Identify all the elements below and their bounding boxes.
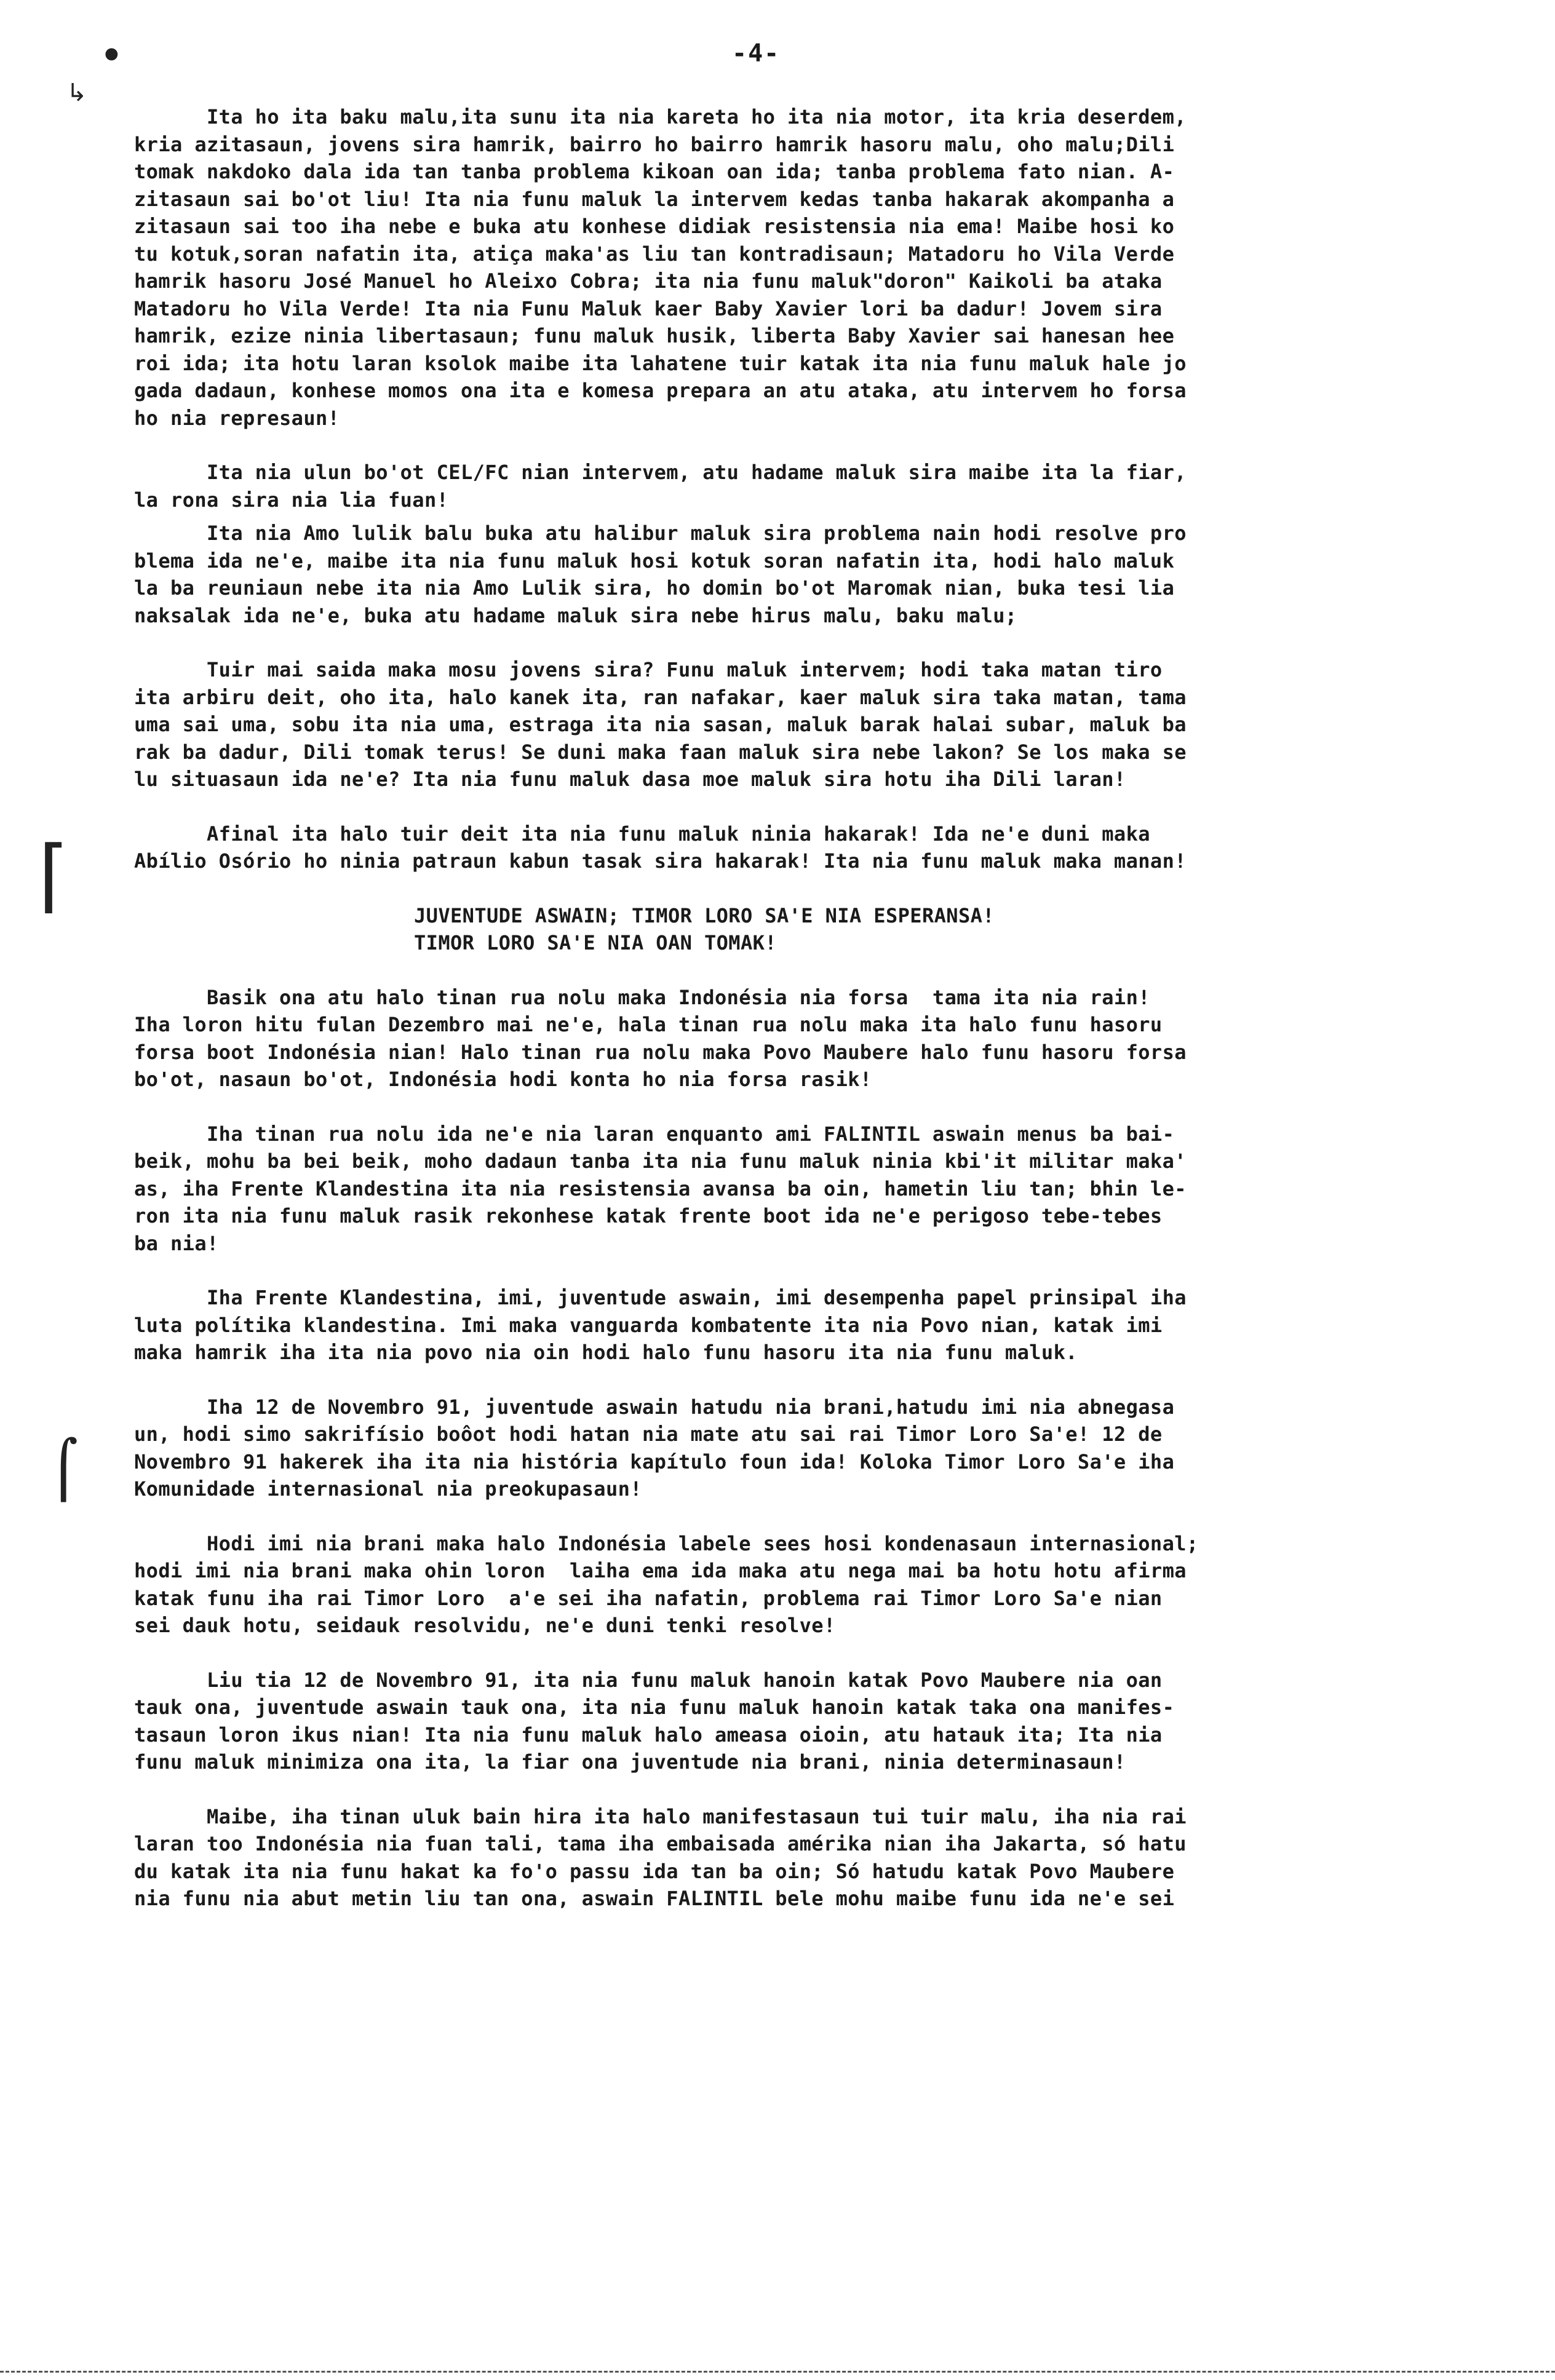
document-body: [134, 103, 1457, 1940]
paragraph: Afinal ita halo tuir deit ita nia funu maluk ninia hakarak! Ida ne'e duni maka Abílio Osório ho ninia patraun kabun tasak sira hakarak! Ita nia funu maluk maka manan!: [134, 822, 1187, 873]
heading-line: JUVENTUDE ASWAIN; TIMOR LORO SA'E NIA ESPERANSA!: [414, 903, 995, 927]
paragraph: Liu tia 12 de Novembro 91, ita nia funu maluk hanoin katak Povo Maubere nia oan tauk ona, juventude aswain tauk ona, ita nia funu maluk hanoin katak taka ona manifes- tasaun loron ikus nian! Ita nia funu maluk halo ameasa oioin, atu hatauk ita; Ita nia funu maluk minimiza ona ita, la fiar ona juventude nia brani, ninia determinasaun!: [134, 1668, 1175, 1774]
binding-hole-mark: ⌠: [49, 1437, 78, 1502]
binding-hole-mark: ⌈: [38, 828, 70, 922]
page-bottom-edge: [0, 2371, 1555, 2373]
paragraph: Basik ona atu halo tinan rua nolu maka Indonésia nia forsa tama ita nia rain! Iha loron hitu fulan Dezembro mai ne'e, hala tinan rua nolu maka ita halo funu hasoru forsa boot Indonésia nian! Halo tinan rua nolu maka Povo Maubere halo funu hasoru forsa bo'ot, nasaun bo'ot, Indonésia hodi konta ho nia forsa rasik!: [134, 985, 1187, 1091]
paragraph: Ita nia Amo lulik balu buka atu halibur maluk sira problema nain hodi resolve pro blema ida ne'e, maibe ita nia funu maluk hosi kotuk soran nafatin ita, hodi halo maluk la ba reuniaun nebe ita nia Amo Lulik sira, ho domin bo'ot Maromak nian, buka tesi lia naksalak ida ne'e, buka atu hadame maluk sira nebe hirus malu, baku malu;: [134, 522, 1187, 627]
paragraph: Maibe, iha tinan uluk bain hira ita halo manifestasaun tui tuir malu, iha nia rai laran too Indonésia nia fuan tali, tama iha embaisada amérika nian iha Jakarta, só hatu du katak ita nia funu hakat ka fo'o passu ida tan ba oin; Só hatudu katak Povo Maubere nia funu nia abut metin liu tan ona, aswain FALINTIL bele mohu maibe funu ida ne'e sei: [134, 1804, 1187, 1910]
heading-line: TIMOR LORO SA'E NIA OAN TOMAK!: [414, 931, 777, 954]
paragraph: Ita nia ulun bo'ot CEL/FC nian intervem, atu hadame maluk sira maibe ita la fiar, la rona sira nia lia fuan!: [134, 461, 1187, 512]
section-heading: [134, 902, 1457, 957]
paragraph: Iha tinan rua nolu ida ne'e nia laran enquanto ami FALINTIL aswain menus ba bai- beik, mohu ba bei beik, moho dadaun tanba ita nia funu maluk ninia kbi'it militar maka' as, iha Frente Klandestina ita nia resistensia avansa ba oin, hametin liu tan; bhin le- ron ita nia funu maluk rasik rekonhese katak frente boot ida ne'e perigoso tebe-tebes ba nia!: [134, 1122, 1187, 1255]
page-number: -4-: [732, 39, 781, 68]
paragraph: Ita ho ita baku malu,ita sunu ita nia kareta ho ita nia motor, ita kria deserdem, kria azitasaun, jovens sira hamrik, bairro ho bairro hamrik hasoru malu, oho malu;Dili tomak nakdoko dala ida tan tanba problema kikoan oan ida; tanba problema fato nian. A- zitasaun sai bo'ot liu! Ita nia funu maluk la intervem kedas tanba hakarak akompanha a zitasaun sai too iha nebe e buka atu konhese didiak resistensia nia ema! Maibe hosi ko tu kotuk,soran nafatin ita, atiça maka'as liu tan kontradisaun; Matadoru ho Vila Verde hamrik hasoru José Manuel ho Aleixo Cobra; ita nia funu maluk"doron" Kaikoli ba ataka Matadoru ho Vila Verde! Ita nia Funu Maluk kaer Baby Xavier lori ba dadur! Jovem sira hamrik, ezize ninia libertasaun; funu maluk husik, liberta Baby Xavier sai hanesan hee roi ida; ita hotu laran ksolok maibe ita lahatene tuir katak ita nia funu maluk hale jo gada dadaun, konhese momos ona ita e komesa prepara an atu ataka, atu intervem ho forsa ho nia represaun!: [134, 105, 1187, 430]
scan-speck-mark: ●: [105, 44, 119, 63]
paragraph: Hodi imi nia brani maka halo Indonésia labele sees hosi kondenasaun internasional; hodi imi nia brani maka ohin loron laiha ema ida maka atu nega mai ba hotu hotu afirma katak funu iha rai Timor Loro a'e sei iha nafatin, problema rai Timor Loro Sa'e nian sei dauk hotu, seidauk resolvidu, ne'e duni tenki resolve!: [134, 1531, 1199, 1637]
scan-tick-mark: ↳: [66, 79, 87, 107]
paragraph: Iha Frente Klandestina, imi, juventude aswain, imi desempenha papel prinsipal iha luta polítika klandestina. Imi maka vanguarda kombatente ita nia Povo nian, katak imi maka hamrik iha ita nia povo nia oin hodi halo funu hasoru ita nia funu maluk.: [134, 1286, 1187, 1364]
paragraph: Iha 12 de Novembro 91, juventude aswain hatudu nia brani,hatudu imi nia abnegasa un, hodi simo sakrifísio boôot hodi hatan nia mate atu sai rai Timor Loro Sa'e! 12 de Novembro 91 hakerek iha ita nia história kapítulo foun ida! Koloka Timor Loro Sa'e iha Komunidade internasional nia preokupasaun!: [134, 1395, 1175, 1501]
paragraph: Tuir mai saida maka mosu jovens sira? Funu maluk intervem; hodi taka matan tiro ita arbiru deit, oho ita, halo kanek ita, ran nafakar, kaer maluk sira taka matan, tama uma sai uma, sobu ita nia uma, estraga ita nia sasan, maluk barak halai subar, maluk ba rak ba dadur, Dili tomak terus! Se duni maka faan maluk sira nebe lakon? Se los maka se lu situasaun ida ne'e? Ita nia funu maluk dasa moe maluk sira hotu iha Dili laran!: [134, 658, 1187, 791]
